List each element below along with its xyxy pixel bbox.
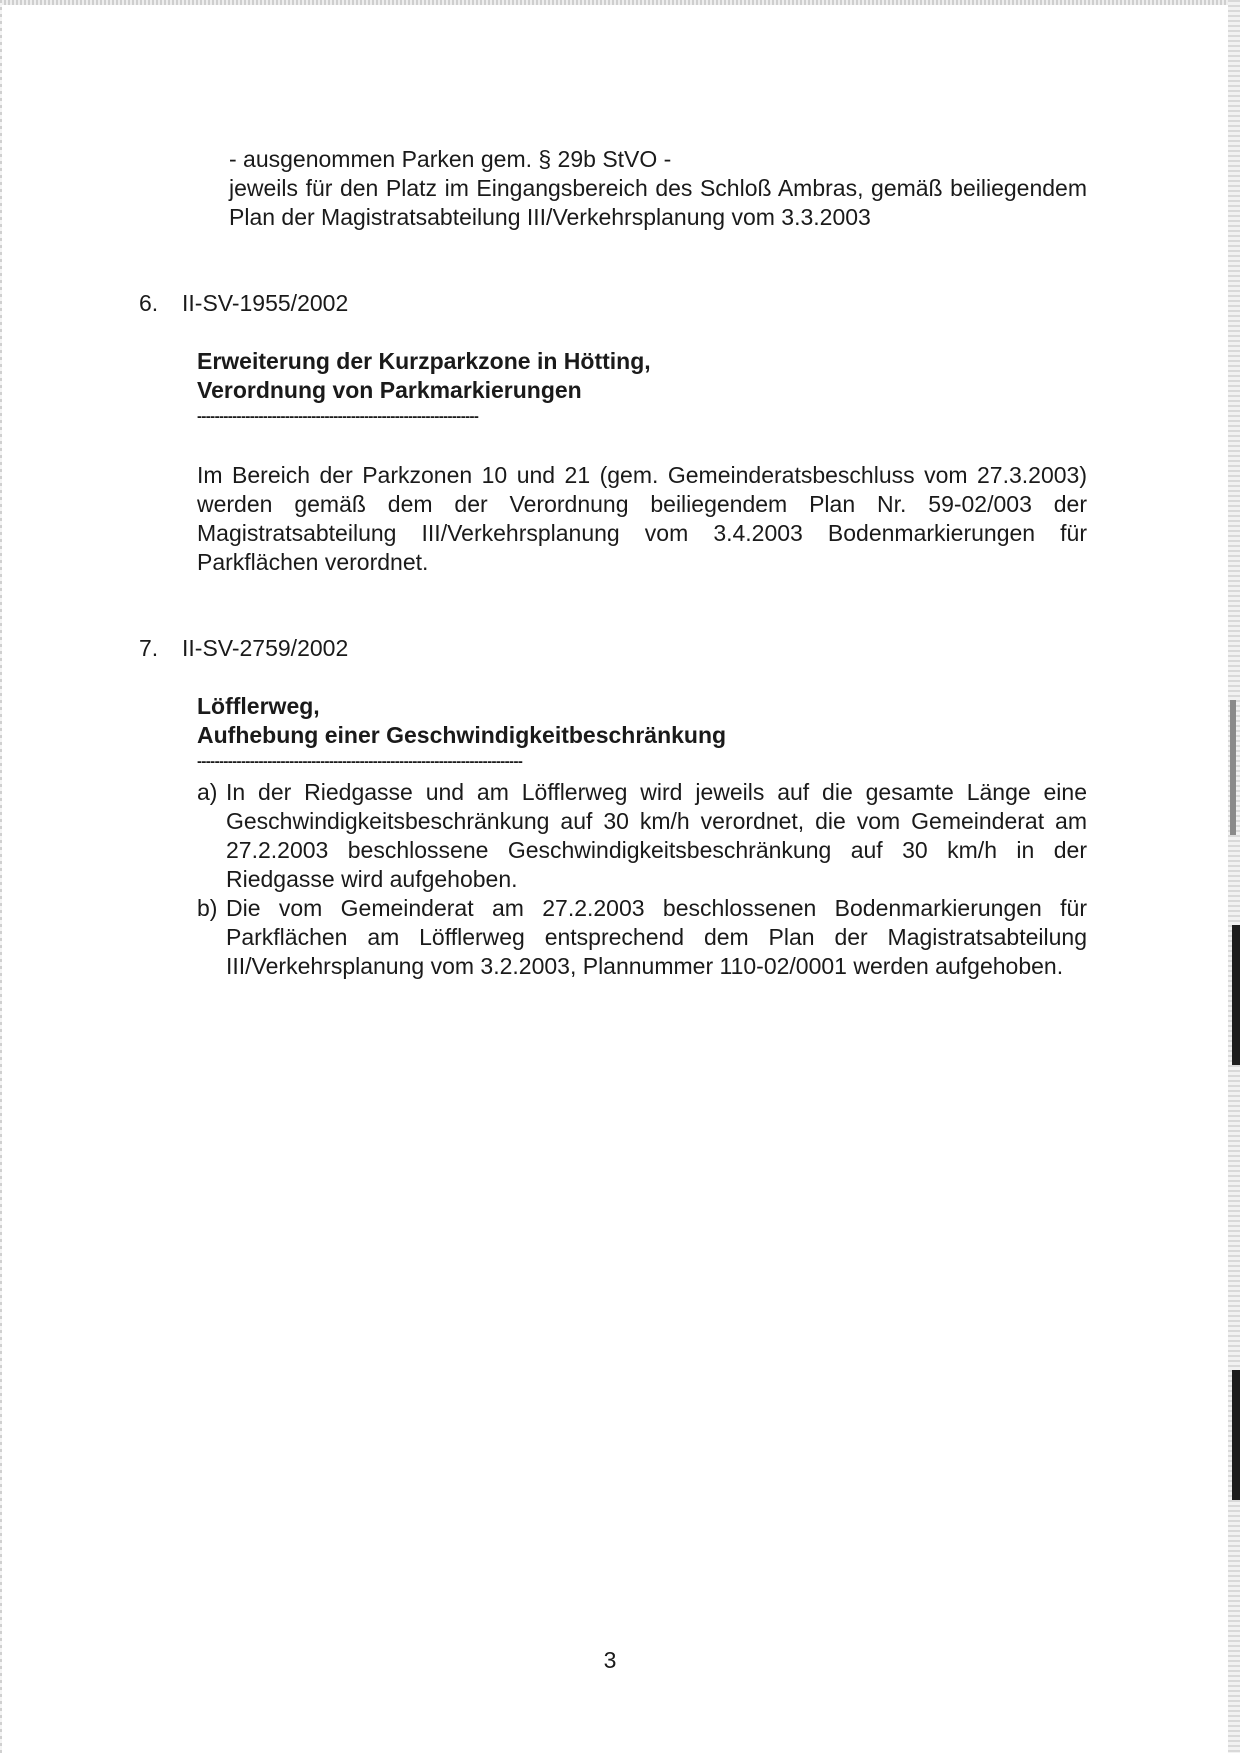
scan-shadow-mark [1232,1370,1240,1500]
agenda-item-6-body: Im Bereich der Parkzonen 10 und 21 (gem. Gemeinderatsbeschluss vom 27.3.2003) werden gemäß dem der Verordnung beiliegendem Plan Nr. 59-02/003 der Magistratsabteilung III/Verkehrsplanung vom 3.4.2003 Bodenmarkierungen für Parkflächen verordnet. [197,462,1087,575]
scan-shadow-mark [1232,925,1240,1065]
intro-block [229,145,1087,232]
page-number: 3 [603,1647,617,1673]
list-item-text: Die vom Gemeinderat am 27.2.2003 beschlossenen Bodenmarkierungen für Parkflächen am Löfflerweg entsprechend dem Plan der Magistratsabteilung III/Verkehrsplanung vom 3.2.2003, Plannummer 110-02/0001 werden aufgehoben. [226,895,1087,979]
list-marker: b) [197,895,218,921]
scan-edge-top [0,0,1240,5]
agenda-item-7-title [197,692,726,750]
list-item [197,778,1087,894]
list-marker: a) [197,779,218,805]
agenda-item-7-heading [139,634,348,663]
list-item [197,894,1087,981]
title-separator: -------------------------------------------------------------------------- [197,754,523,770]
agenda-item-number: 6. [139,290,159,316]
scan-shadow-mark [1230,700,1236,835]
agenda-item-reference: II-SV-1955/2002 [182,290,349,316]
agenda-item-number: 7. [139,635,159,661]
agenda-item-6-heading [139,289,348,318]
intro-parking-exception: - ausgenommen Parken gem. § 29b StVO - [229,146,672,172]
title-separator: ---------------------------------------------------------------- [197,409,479,425]
title-line-1: Erweiterung der Kurzparkzone in Hötting, [197,348,651,374]
agenda-item-6-title [197,347,651,405]
title-line-2: Verordnung von Parkmarkierungen [197,377,582,403]
scan-edge-left [0,0,2,1753]
list-item-text: In der Riedgasse und am Löfflerweg wird jeweils auf die gesamte Länge eine Geschwindigkeitsbeschränkung auf 30 km/h verordnet, die vom Gemeinderat am 27.2.2003 beschlossene Geschwindigkeitsbeschränkung auf 30 km/h in der Riedgasse wird aufgehoben. [226,779,1087,892]
agenda-item-7-points [197,778,1087,981]
title-line-2: Aufhebung einer Geschwindigkeitbeschränkung [197,722,727,748]
title-line-1: Löfflerweg, [197,693,320,719]
intro-paragraph: jeweils für den Platz im Eingangsbereich des Schloß Ambras, gemäß beiliegendem Plan der Magistratsabteilung III/Verkehrsplanung vom 3.3.2003 [229,175,1087,230]
agenda-item-reference: II-SV-2759/2002 [182,635,349,661]
